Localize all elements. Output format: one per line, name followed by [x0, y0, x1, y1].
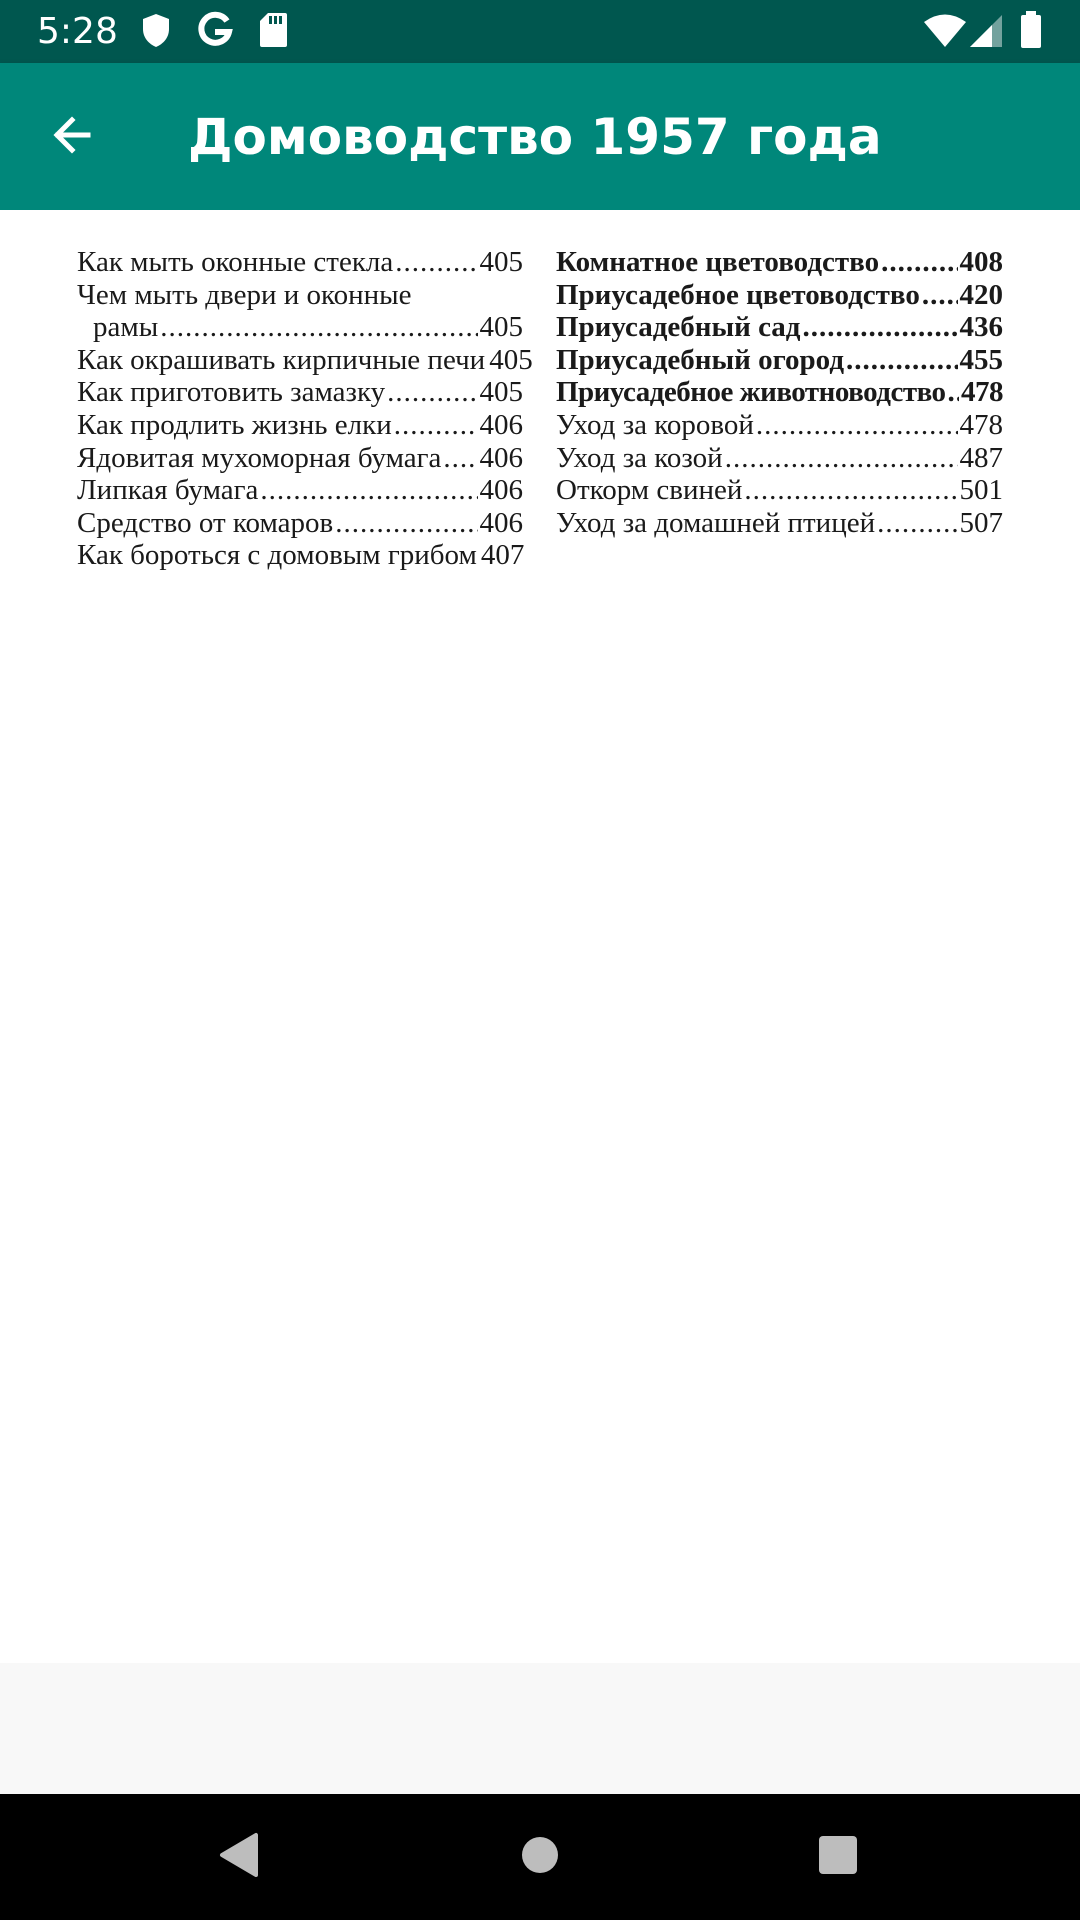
toc-entry[interactable]: Откорм свиней ..... 501	[556, 474, 1003, 507]
toc-entry[interactable]: Как бороться с домовым грибом 407	[77, 539, 525, 572]
toc-section-entry[interactable]: Приусадебное цветоводство ..... 420	[556, 279, 1003, 312]
toc-entry[interactable]: Уход за домашней птицей ..... 507	[556, 507, 1003, 540]
toc-entry[interactable]: Как приготовить замазку ..... 405	[77, 376, 523, 409]
status-time: 5:28	[37, 11, 118, 52]
nav-recents-button[interactable]	[802, 1821, 874, 1893]
toc-section-entry[interactable]: Комнатное цветоводство ..... 408	[556, 246, 1003, 279]
toc-left-column	[77, 246, 533, 572]
signal-icon	[969, 14, 1003, 53]
toc-entry[interactable]: Чем мыть двери и оконные	[77, 278, 412, 311]
toc-entry[interactable]: Как мыть оконные стекла ..... 405	[77, 246, 523, 279]
toc-entry[interactable]: Как окрашивать кирпичные печи 405	[77, 343, 533, 376]
back-button[interactable]	[36, 101, 108, 173]
toc-right-column	[556, 246, 1003, 539]
battery-icon	[1020, 11, 1042, 54]
toc-entry[interactable]: Уход за козой ..... 487	[556, 442, 1003, 475]
shield-icon	[141, 12, 171, 53]
app-bar	[0, 63, 1080, 210]
page-title: Домоводство 1957 года	[188, 108, 882, 166]
toc-entry-continuation[interactable]: рамы ..... 405	[77, 311, 523, 344]
home-circle-icon	[520, 1835, 560, 1880]
toc-section-entry[interactable]: Приусадебный сад ..... 436	[556, 311, 1003, 344]
nav-home-button[interactable]	[504, 1821, 576, 1893]
document-page	[0, 210, 1080, 1663]
toc-section-entry[interactable]: Приусадебный огород ..... 455	[556, 344, 1003, 377]
toc-entry[interactable]: Уход за коровой ..... 478	[556, 409, 1003, 442]
navigation-bar	[0, 1794, 1080, 1920]
toc-entry[interactable]: Липкая бумага ..... 406	[77, 474, 523, 507]
toc-entry[interactable]: Ядовитая мухоморная бумага ..... 406	[77, 442, 523, 475]
toc-entry[interactable]: Как продлить жизнь елки ..... 406	[77, 409, 523, 442]
sd-card-icon	[259, 12, 287, 53]
arrow-back-icon	[48, 111, 96, 164]
bottom-spacer	[0, 1663, 1080, 1794]
wifi-icon	[923, 14, 967, 53]
back-triangle-icon	[216, 1831, 260, 1884]
toc-section-entry[interactable]: Приусадебное животноводство ..... 478	[556, 376, 1003, 409]
status-bar	[0, 0, 1080, 63]
google-icon	[197, 10, 233, 55]
toc-entry[interactable]: Средство от комаров ..... 406	[77, 507, 523, 540]
recents-square-icon	[818, 1835, 858, 1880]
nav-back-button[interactable]	[202, 1821, 274, 1893]
